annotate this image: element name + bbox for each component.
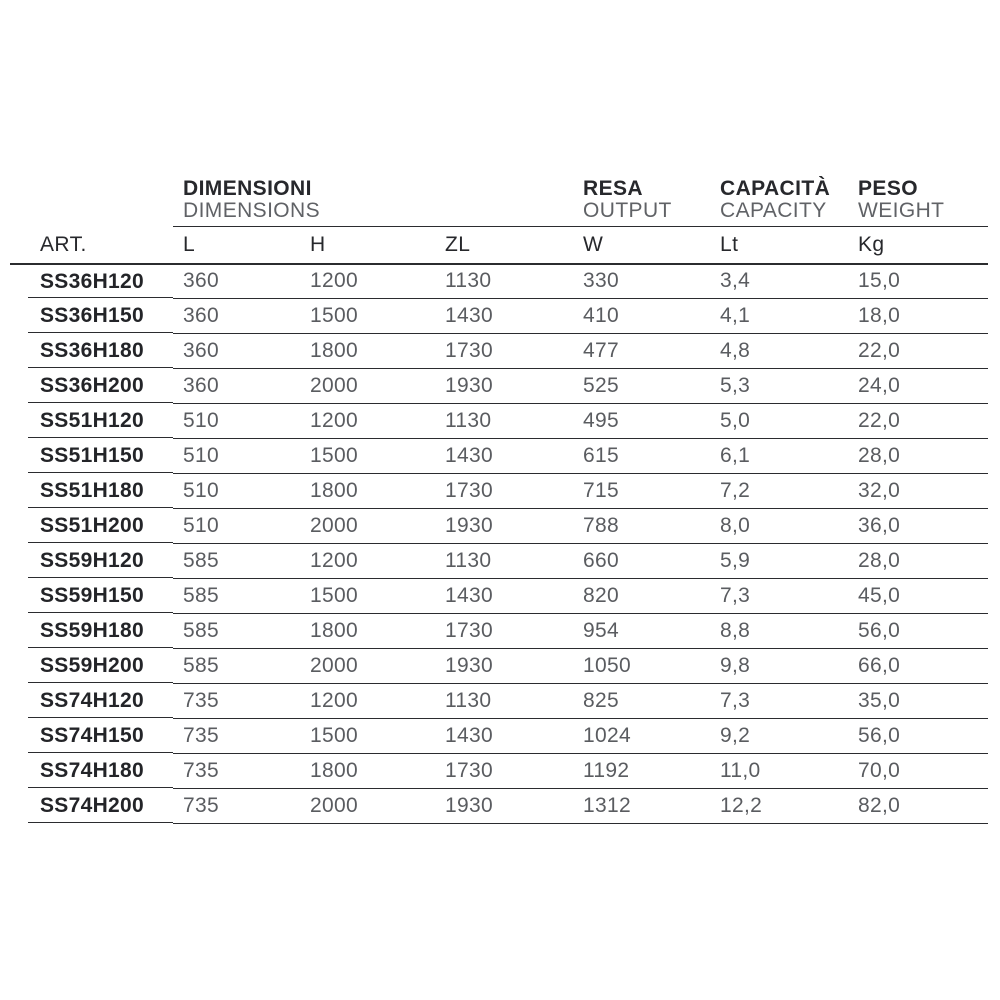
height-cell: 2000 bbox=[310, 789, 445, 824]
length-cell: 510 bbox=[173, 404, 310, 439]
zl-cell: 1430 bbox=[445, 579, 583, 614]
article-code-cell: SS59H200 bbox=[10, 649, 173, 684]
weight-cell: 24,0 bbox=[858, 369, 988, 404]
height-cell: 1500 bbox=[310, 579, 445, 614]
output-cell: 1050 bbox=[583, 649, 720, 684]
length-cell: 360 bbox=[173, 299, 310, 334]
length-cell: 510 bbox=[173, 509, 310, 544]
zl-cell: 1730 bbox=[445, 614, 583, 649]
length-cell: 360 bbox=[173, 264, 310, 299]
article-code-cell: SS59H180 bbox=[10, 614, 173, 649]
article-code-cell: SS74H120 bbox=[10, 684, 173, 719]
group-label-secondary: CAPACITY bbox=[720, 199, 827, 222]
article-code-cell: SS36H150 bbox=[10, 299, 173, 334]
output-cell: 1024 bbox=[583, 719, 720, 754]
weight-cell: 82,0 bbox=[858, 789, 988, 824]
height-cell: 1500 bbox=[310, 439, 445, 474]
output-cell: 954 bbox=[583, 614, 720, 649]
table-row bbox=[10, 544, 988, 579]
group-header-dimensions bbox=[173, 178, 583, 227]
table-row bbox=[10, 789, 988, 824]
height-cell: 2000 bbox=[310, 369, 445, 404]
zl-cell: 1730 bbox=[445, 474, 583, 509]
group-label-primary: PESO bbox=[858, 177, 918, 200]
length-cell: 360 bbox=[173, 369, 310, 404]
table-row bbox=[10, 649, 988, 684]
output-cell: 820 bbox=[583, 579, 720, 614]
table-row bbox=[10, 404, 988, 439]
capacity-cell: 7,3 bbox=[720, 579, 858, 614]
zl-cell: 1430 bbox=[445, 719, 583, 754]
capacity-cell: 5,9 bbox=[720, 544, 858, 579]
length-cell: 735 bbox=[173, 789, 310, 824]
article-code-cell: SS36H180 bbox=[10, 334, 173, 369]
capacity-cell: 8,8 bbox=[720, 614, 858, 649]
article-code-cell: SS36H200 bbox=[10, 369, 173, 404]
output-cell: 615 bbox=[583, 439, 720, 474]
height-cell: 1200 bbox=[310, 684, 445, 719]
weight-cell: 28,0 bbox=[858, 439, 988, 474]
zl-cell: 1930 bbox=[445, 509, 583, 544]
column-header-kg: Kg bbox=[858, 227, 988, 264]
table-row bbox=[10, 474, 988, 509]
length-cell: 510 bbox=[173, 439, 310, 474]
capacity-cell: 11,0 bbox=[720, 754, 858, 789]
group-label-secondary: OUTPUT bbox=[583, 199, 672, 222]
table-row bbox=[10, 334, 988, 369]
capacity-cell: 4,8 bbox=[720, 334, 858, 369]
height-cell: 2000 bbox=[310, 509, 445, 544]
article-code-cell: SS74H180 bbox=[10, 754, 173, 789]
height-cell: 1800 bbox=[310, 614, 445, 649]
output-cell: 410 bbox=[583, 299, 720, 334]
output-cell: 715 bbox=[583, 474, 720, 509]
group-header-capacity bbox=[720, 178, 858, 227]
output-cell: 330 bbox=[583, 264, 720, 299]
height-cell: 1200 bbox=[310, 404, 445, 439]
length-cell: 510 bbox=[173, 474, 310, 509]
length-cell: 585 bbox=[173, 579, 310, 614]
article-code-cell: SS36H120 bbox=[10, 264, 173, 299]
length-cell: 360 bbox=[173, 334, 310, 369]
length-cell: 585 bbox=[173, 614, 310, 649]
zl-cell: 1730 bbox=[445, 334, 583, 369]
column-header-l: L bbox=[173, 227, 310, 264]
capacity-cell: 6,1 bbox=[720, 439, 858, 474]
weight-cell: 18,0 bbox=[858, 299, 988, 334]
weight-cell: 22,0 bbox=[858, 404, 988, 439]
output-cell: 1312 bbox=[583, 789, 720, 824]
weight-cell: 15,0 bbox=[858, 264, 988, 299]
group-header-spacer bbox=[10, 178, 173, 227]
zl-cell: 1430 bbox=[445, 299, 583, 334]
table-row bbox=[10, 369, 988, 404]
column-header-lt: Lt bbox=[720, 227, 858, 264]
article-code-cell: SS51H120 bbox=[10, 404, 173, 439]
column-header-art: ART. bbox=[10, 227, 173, 264]
capacity-cell: 5,0 bbox=[720, 404, 858, 439]
output-cell: 788 bbox=[583, 509, 720, 544]
group-header-row bbox=[10, 178, 988, 227]
zl-cell: 1930 bbox=[445, 649, 583, 684]
length-cell: 735 bbox=[173, 719, 310, 754]
weight-cell: 35,0 bbox=[858, 684, 988, 719]
group-header-output bbox=[583, 178, 720, 227]
weight-cell: 66,0 bbox=[858, 649, 988, 684]
weight-cell: 32,0 bbox=[858, 474, 988, 509]
capacity-cell: 9,2 bbox=[720, 719, 858, 754]
group-label-primary: DIMENSIONI bbox=[183, 177, 312, 200]
table-row bbox=[10, 754, 988, 789]
weight-cell: 56,0 bbox=[858, 614, 988, 649]
weight-cell: 28,0 bbox=[858, 544, 988, 579]
article-code-cell: SS51H200 bbox=[10, 509, 173, 544]
length-cell: 585 bbox=[173, 544, 310, 579]
weight-cell: 70,0 bbox=[858, 754, 988, 789]
table-row bbox=[10, 439, 988, 474]
zl-cell: 1130 bbox=[445, 264, 583, 299]
table-header bbox=[10, 178, 988, 264]
article-code-cell: SS51H180 bbox=[10, 474, 173, 509]
height-cell: 1200 bbox=[310, 544, 445, 579]
zl-cell: 1130 bbox=[445, 544, 583, 579]
zl-cell: 1430 bbox=[445, 439, 583, 474]
zl-cell: 1130 bbox=[445, 684, 583, 719]
height-cell: 1500 bbox=[310, 299, 445, 334]
article-code-cell: SS74H150 bbox=[10, 719, 173, 754]
output-cell: 1192 bbox=[583, 754, 720, 789]
capacity-cell: 7,2 bbox=[720, 474, 858, 509]
length-cell: 585 bbox=[173, 649, 310, 684]
output-cell: 495 bbox=[583, 404, 720, 439]
weight-cell: 36,0 bbox=[858, 509, 988, 544]
length-cell: 735 bbox=[173, 684, 310, 719]
capacity-cell: 7,3 bbox=[720, 684, 858, 719]
group-label-secondary: WEIGHT bbox=[858, 199, 945, 222]
group-label-primary: CAPACITÀ bbox=[720, 177, 831, 200]
height-cell: 1800 bbox=[310, 334, 445, 369]
capacity-cell: 5,3 bbox=[720, 369, 858, 404]
output-cell: 477 bbox=[583, 334, 720, 369]
output-cell: 525 bbox=[583, 369, 720, 404]
weight-cell: 56,0 bbox=[858, 719, 988, 754]
height-cell: 1800 bbox=[310, 474, 445, 509]
output-cell: 825 bbox=[583, 684, 720, 719]
capacity-cell: 12,2 bbox=[720, 789, 858, 824]
table-row bbox=[10, 264, 988, 299]
height-cell: 1800 bbox=[310, 754, 445, 789]
article-code-cell: SS59H120 bbox=[10, 544, 173, 579]
length-cell: 735 bbox=[173, 754, 310, 789]
column-header-row bbox=[10, 227, 988, 264]
table-row bbox=[10, 579, 988, 614]
capacity-cell: 9,8 bbox=[720, 649, 858, 684]
table-row bbox=[10, 684, 988, 719]
zl-cell: 1930 bbox=[445, 369, 583, 404]
output-cell: 660 bbox=[583, 544, 720, 579]
table-row bbox=[10, 614, 988, 649]
capacity-cell: 8,0 bbox=[720, 509, 858, 544]
table-row bbox=[10, 719, 988, 754]
group-label-secondary: DIMENSIONS bbox=[183, 199, 321, 222]
capacity-cell: 3,4 bbox=[720, 264, 858, 299]
article-code-cell: SS74H200 bbox=[10, 789, 173, 824]
product-spec-table bbox=[10, 178, 988, 824]
table-body bbox=[10, 264, 988, 824]
article-code-cell: SS59H150 bbox=[10, 579, 173, 614]
weight-cell: 22,0 bbox=[858, 334, 988, 369]
table-row bbox=[10, 509, 988, 544]
table-row bbox=[10, 299, 988, 334]
column-header-zl: ZL bbox=[445, 227, 583, 264]
capacity-cell: 4,1 bbox=[720, 299, 858, 334]
group-header-weight bbox=[858, 178, 988, 227]
column-header-h: H bbox=[310, 227, 445, 264]
zl-cell: 1730 bbox=[445, 754, 583, 789]
article-code-cell: SS51H150 bbox=[10, 439, 173, 474]
weight-cell: 45,0 bbox=[858, 579, 988, 614]
height-cell: 2000 bbox=[310, 649, 445, 684]
group-label-primary: RESA bbox=[583, 177, 643, 200]
zl-cell: 1930 bbox=[445, 789, 583, 824]
zl-cell: 1130 bbox=[445, 404, 583, 439]
height-cell: 1200 bbox=[310, 264, 445, 299]
height-cell: 1500 bbox=[310, 719, 445, 754]
column-header-w: W bbox=[583, 227, 720, 264]
